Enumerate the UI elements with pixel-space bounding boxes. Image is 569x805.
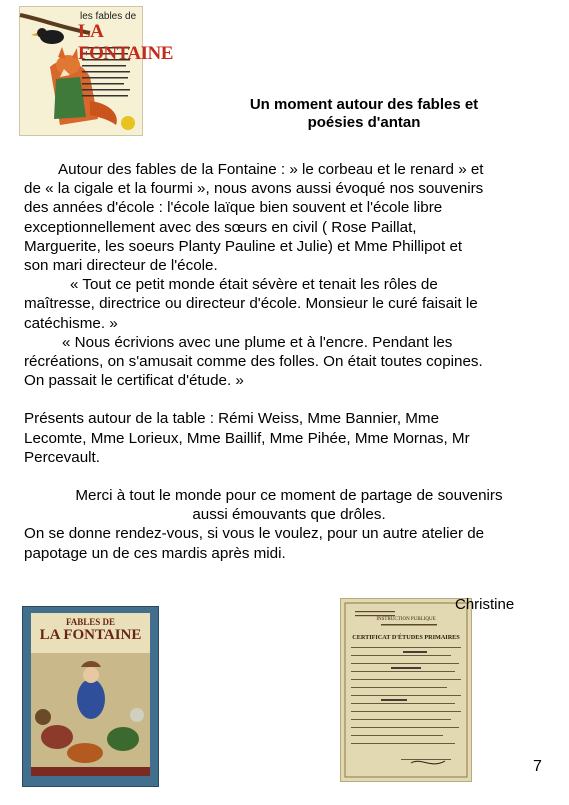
certificate-photo (340, 598, 472, 782)
thanks-line: aussi émouvants que drôles. (192, 506, 386, 524)
cover-caption-title: LA FONTAINE (78, 21, 173, 64)
paragraph-spacer (24, 467, 554, 486)
invitation-line: On se donne rendez-vous, si vous le voulez, pour un autre atelier de (24, 525, 485, 543)
paragraph-line: de « la cigale et la fourmi », nous avons aussi évoqué nos souvenirs (24, 180, 484, 198)
attendees-line: Présents autour de la table : Rémi Weiss, Mme Bannier, Mme (24, 410, 440, 428)
paragraph-line: exceptionnellement avec des sœurs en civil ( Rose Paillat, (24, 218, 417, 236)
paragraph-line: son mari directeur de l'école. (24, 257, 218, 275)
paragraph-line: Autour des fables de la Fontaine : » le corbeau et le renard » et (58, 161, 484, 178)
quote-line: maîtresse, directrice ou directeur d'école. Monsieur le curé faisait le (24, 295, 478, 313)
quote-line: récréations, on s'amusait comme des folles. On était toutes copines. (24, 353, 483, 371)
paragraph-line: des années d'école : l'école laïque bien souvent et l'école libre (24, 199, 443, 217)
author-signature: Christine (455, 596, 515, 613)
invitation-line: papotage un de ces mardis après midi. (24, 544, 286, 562)
certificate-header: INSTRUCTION PUBLIQUE (376, 617, 436, 622)
page-number: 7 (533, 758, 542, 775)
quote-line: « Tout ce petit monde était sévère et tenait les rôles de (70, 276, 438, 294)
quote-line: « Nous écrivions avec une plume et à l'encre. Pendant les (62, 333, 453, 351)
certificate-document (341, 599, 471, 781)
cover-caption-small: les fables de (80, 11, 137, 22)
book-title-big: LA FONTAINE (39, 627, 142, 643)
fables-album-cover (19, 6, 173, 136)
article-body (24, 160, 554, 563)
title-line-2: poésies d'antan (307, 114, 421, 131)
attendees-line: Percevault. (24, 448, 100, 466)
paragraph-spacer (24, 390, 554, 409)
attendees-line: Lecomte, Mme Lorieux, Mme Baillif, Mme Pihée, Mme Mornas, Mr (24, 429, 470, 447)
quote-line: On passait le certificat d'étude. » (24, 372, 244, 390)
svg-text:CERTIFICAT D'ÉTUDES PRIMAIRES: CERTIFICAT D'ÉTUDES PRIMAIRES (352, 634, 460, 641)
quote-line: catéchisme. » (24, 314, 118, 332)
page-title (190, 96, 538, 132)
fables-book-photo (22, 606, 159, 787)
paragraph-line: Marguerite, les soeurs Planty Pauline et Julie) et Mme Phillipot et (24, 237, 463, 255)
thanks-line: Merci à tout le monde pour ce moment de partage de souvenirs (75, 487, 503, 505)
title-line-1: Un moment autour des fables et (249, 96, 479, 113)
book-title-small: FABLES DE (65, 617, 116, 627)
